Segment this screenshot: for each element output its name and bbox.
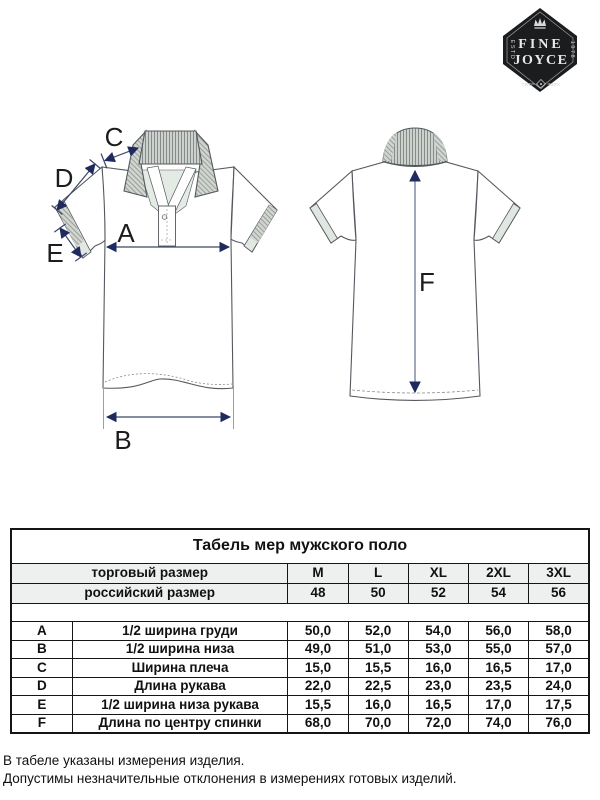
measure-code: B xyxy=(11,640,72,659)
polo-front-view xyxy=(55,131,277,389)
measure-code: F xyxy=(11,714,72,733)
measure-name: 1/2 ширина низа рукава xyxy=(72,696,288,715)
trade-size-value: XL xyxy=(408,564,468,584)
table-title-row xyxy=(11,529,589,564)
trade-size-value: L xyxy=(348,564,408,584)
table-row xyxy=(11,659,589,678)
logo-estd: ESTD xyxy=(509,39,515,61)
measure-label-b: B xyxy=(114,425,132,455)
measure-value: 49,0 xyxy=(288,640,348,659)
measure-name: Длина рукава xyxy=(72,677,288,696)
footer-notes xyxy=(3,752,457,788)
measure-value: 56,0 xyxy=(468,622,528,641)
measure-name: 1/2 ширина низа xyxy=(72,640,288,659)
measure-value: 22,5 xyxy=(348,677,408,696)
russian-size-value: 50 xyxy=(348,584,408,604)
measure-value: 22,0 xyxy=(288,677,348,696)
measure-value: 54,0 xyxy=(408,622,468,641)
placket-button xyxy=(162,215,167,220)
measure-value: 16,5 xyxy=(468,659,528,678)
measure-value: 52,0 xyxy=(348,622,408,641)
russian-size-row xyxy=(11,584,589,604)
measure-value: 76,0 xyxy=(529,714,589,733)
measure-name: Ширина плеча xyxy=(72,659,288,678)
measure-value: 23,0 xyxy=(408,677,468,696)
measure-b-extension-ticks xyxy=(104,386,234,429)
table-row xyxy=(11,640,589,659)
measure-value: 50,0 xyxy=(288,622,348,641)
logo-word-fine: FINE xyxy=(518,37,564,52)
measure-name: 1/2 ширина груди xyxy=(72,622,288,641)
measure-value: 57,0 xyxy=(529,640,589,659)
trade-size-row xyxy=(11,564,589,584)
table-row xyxy=(11,622,589,641)
spacer-cell xyxy=(11,604,589,622)
trade-size-value: 2XL xyxy=(468,564,528,584)
measure-value: 17,0 xyxy=(529,659,589,678)
size-chart-table xyxy=(10,528,590,734)
measure-value: 68,0 xyxy=(288,714,348,733)
spacer-row xyxy=(11,604,589,622)
table-row xyxy=(11,677,589,696)
measure-c-tick xyxy=(101,154,107,169)
measure-value: 74,0 xyxy=(468,714,528,733)
trade-size-value: 3XL xyxy=(529,564,589,584)
measure-value: 15,5 xyxy=(348,659,408,678)
measure-value: 72,0 xyxy=(408,714,468,733)
measure-code: E xyxy=(11,696,72,715)
footer-note-1: В табеле указаны измерения изделия. xyxy=(3,753,245,768)
measure-value: 55,0 xyxy=(468,640,528,659)
measure-value: 23,5 xyxy=(468,677,528,696)
trade-size-label: торговый размер xyxy=(11,564,288,584)
measure-value: 17,0 xyxy=(468,696,528,715)
measure-label-f: F xyxy=(419,267,435,297)
measure-value: 16,5 xyxy=(408,696,468,715)
measure-code: D xyxy=(11,677,72,696)
russian-size-value: 48 xyxy=(288,584,348,604)
table-row xyxy=(11,696,589,715)
russian-size-value: 56 xyxy=(529,584,589,604)
measure-value: 24,0 xyxy=(529,677,589,696)
measure-value: 16,0 xyxy=(408,659,468,678)
logo-mrk: MRK xyxy=(549,82,561,87)
measure-value: 16,0 xyxy=(348,696,408,715)
measure-code: A xyxy=(11,622,72,641)
russian-size-label: российский размер xyxy=(11,584,288,604)
measure-label-a: A xyxy=(117,218,135,248)
measure-value: 58,0 xyxy=(529,622,589,641)
measure-value: 15,5 xyxy=(288,696,348,715)
footer-note-2: Допустимы незначительные отклонения в измерениях готовых изделий. xyxy=(3,771,457,786)
trade-size-value: M xyxy=(288,564,348,584)
logo-word-joyce: JOYCE xyxy=(513,53,569,68)
measure-value: 15,0 xyxy=(288,659,348,678)
logo-trd: TRD xyxy=(521,82,533,87)
front-collar-band xyxy=(139,131,202,164)
measure-value: 53,0 xyxy=(408,640,468,659)
measure-code: C xyxy=(11,659,72,678)
logo-year: 1978 xyxy=(569,40,575,60)
measure-value: 51,0 xyxy=(348,640,408,659)
measure-name: Длина по центру спинки xyxy=(72,714,288,733)
measure-value: 70,0 xyxy=(348,714,408,733)
measure-label-d: D xyxy=(54,163,74,193)
table-row xyxy=(11,714,589,733)
measure-label-e: E xyxy=(46,238,64,268)
table-title: Табель мер мужского поло xyxy=(11,529,589,564)
measure-value: 17,5 xyxy=(529,696,589,715)
russian-size-value: 54 xyxy=(468,584,528,604)
russian-size-value: 52 xyxy=(408,584,468,604)
measure-label-c: C xyxy=(104,122,124,152)
